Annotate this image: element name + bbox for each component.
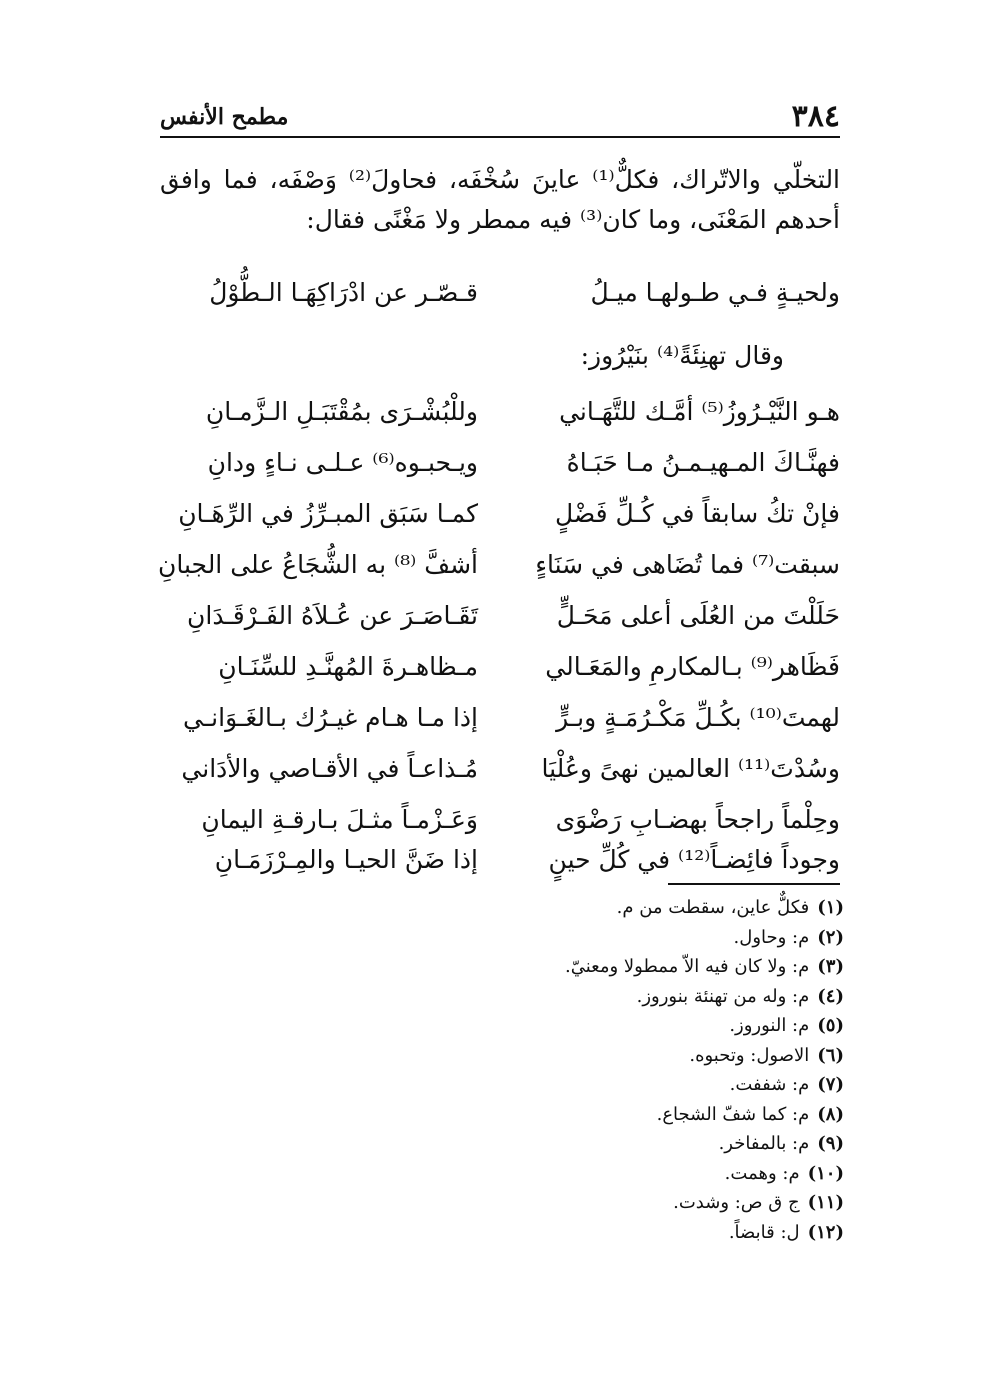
intro-paragraph-text: التخلّي والاتّراك، فكلٌّ⁽¹⁾ عاينَ سُخْفَه، فحاولَ⁽²⁾ وَصْفَه، فما وافق أحدهم المَعْنَى، وما كان⁽³⁾ فيه ممطر ولا مَغْنًى فقال: bbox=[160, 165, 841, 234]
footnote bbox=[424, 923, 844, 953]
verse-first-hemistich: سبقت⁽⁷⁾ فما تُضَاهى في سَنَاءٍ bbox=[535, 550, 840, 579]
footnote-text: ل: قابضاً. bbox=[728, 1221, 800, 1243]
verse-first-hemistich: هـو النَّيْـرُوزُ⁽⁵⁾ أمَّـك للتَّهَـاني bbox=[559, 397, 840, 426]
verse-first-hemistich: فإنْ تكُ سابقاً في كُـلِّ فَضْلٍ bbox=[555, 499, 840, 528]
footnote-number: (١١) bbox=[807, 1192, 844, 1213]
footnote-text: م: بالمفاخر. bbox=[718, 1133, 810, 1154]
poem-introduction: وقال تهنِئَةً⁽⁴⁾ بنَيْرُوز: bbox=[580, 341, 784, 370]
page-header bbox=[160, 96, 840, 138]
footnote-text: الاصول: وتحبوه. bbox=[689, 1044, 810, 1066]
footnote-number: (٦) bbox=[817, 1044, 844, 1066]
footnote bbox=[424, 1070, 844, 1100]
footnote bbox=[424, 952, 844, 982]
verse-second-hemistich: إذا ضَنَّ الحيـا والمِـرْزَمَـانِ bbox=[214, 845, 478, 874]
verse-second-hemistich: وَعَـزْمـاً مثـلَ بـارقـةِ اليمانِ bbox=[201, 805, 478, 834]
footnote-separator bbox=[668, 883, 840, 885]
footnote bbox=[424, 1100, 844, 1130]
verse-line bbox=[160, 538, 840, 592]
footnote-text: م: النوروز. bbox=[729, 1015, 810, 1036]
verse-second-hemistich: مـظاهـرةَ المُهنَّـدِ للسِّنَـانِ bbox=[218, 652, 478, 681]
footnote-text: م: شففت. bbox=[729, 1074, 810, 1095]
footnote-text: م: وهمت. bbox=[724, 1162, 800, 1184]
verse-second-hemistich: كمـا سَبَق المبـرِّزُ في الرِّهَـانِ bbox=[178, 499, 478, 528]
verse-line bbox=[160, 589, 840, 643]
running-title: مطمح الأنفس bbox=[160, 104, 289, 130]
footnote bbox=[424, 1188, 844, 1218]
footnote-number: (٧) bbox=[817, 1074, 844, 1095]
verse-second-hemistich: وللْبُشْـرَى بمُقْتَبَـلِ الـزَّمـانِ bbox=[205, 397, 478, 426]
footnote-number: (١٢) bbox=[807, 1221, 844, 1243]
footnote bbox=[424, 1011, 844, 1041]
verse-line bbox=[160, 487, 840, 541]
footnote bbox=[424, 1159, 844, 1189]
footnote-text: فكلٌّ عاين، سقطت من م. bbox=[616, 897, 810, 918]
footnote-number: (٥) bbox=[817, 1015, 844, 1036]
footnotes-list bbox=[424, 893, 844, 1247]
verse-second-hemistich: ويـحبـوه⁽⁶⁾ عـلـى نـاءٍ ودانِ bbox=[207, 448, 478, 477]
verse-second-hemistich: تَقَـاصَـرَ عن عُـلاَهُ الفَـرْقَـدَانِ bbox=[187, 601, 478, 630]
verse-line bbox=[160, 742, 840, 796]
footnote-number: (٢) bbox=[817, 926, 844, 948]
verse-first-hemistich: وجوداً فائِضـاً⁽¹²⁾ في كُلِّ حينٍ bbox=[548, 845, 840, 874]
verse-second-hemistich: مُـذاعـاً في الأقـاصي والأدَاني bbox=[181, 754, 478, 783]
page-number: ٣٨٤ bbox=[791, 99, 840, 134]
footnote-text: م: وله من تهنئة بنوروز. bbox=[636, 985, 810, 1007]
footnote-text: م: ولا كان فيه الاّ ممطولا ومعنيّ. bbox=[564, 956, 810, 977]
verse-first-hemistich: فهنَّـاكَ المـهيـمـنُ مـا حَبَـاهُ bbox=[566, 448, 840, 477]
footnote-text: م: وحاول. bbox=[733, 926, 810, 948]
footnote-number: (٤) bbox=[817, 985, 844, 1007]
verse-second-hemistich: أشفَّ ⁽⁸⁾ به الشُّجَاعُ على الجبانِ bbox=[158, 550, 478, 579]
verse-first-hemistich: وحِلْماً راجحاً بهضـابِ رَضْوَى bbox=[555, 805, 840, 834]
footnote bbox=[424, 893, 844, 923]
verse-second-hemistich: قـصّـر عن ادْرَاكِهَـا الـطُّوْلُ bbox=[209, 278, 478, 307]
footnote-text: م: كما شفّ الشجاع. bbox=[656, 1103, 810, 1125]
footnote-text: ج ق ص: وشدت. bbox=[673, 1192, 800, 1213]
verse-first-hemistich: ولحيـةٍ فـي طـولهـا ميـلُ bbox=[590, 278, 840, 307]
footnote-number: (٣) bbox=[817, 956, 844, 977]
verse-line bbox=[160, 385, 840, 439]
footnote bbox=[424, 1218, 844, 1248]
verse-line bbox=[160, 266, 840, 320]
footnote-number: (١) bbox=[817, 897, 844, 918]
verse-second-hemistich: إذا مـا هـام غيـرُك بـالغَـوَانـي bbox=[183, 703, 478, 732]
footnote-number: (٩) bbox=[817, 1133, 844, 1154]
verse-first-hemistich: وسُدْتَ⁽¹¹⁾ العالمين نهىً وعُلْيَا bbox=[541, 754, 840, 783]
verse-first-hemistich: لهمتَ⁽¹⁰⁾ بكُـلِّ مَكْـرُمَـةٍ وبـرٍّ bbox=[556, 703, 840, 732]
footnote bbox=[424, 1041, 844, 1071]
intro-paragraph bbox=[160, 160, 840, 240]
verse-line bbox=[160, 436, 840, 490]
footnote-number: (٨) bbox=[817, 1103, 844, 1125]
verse-line bbox=[160, 691, 840, 745]
verse-line bbox=[160, 833, 840, 887]
verse-first-hemistich: حَلَلْتَ من العُلَى أعلى مَحَـلٍّ bbox=[556, 601, 840, 630]
footnote-number: (١٠) bbox=[807, 1162, 844, 1184]
verse-first-hemistich: فَظَاهر⁽⁹⁾ بـالمكارمِ والمَعَـالي bbox=[545, 652, 840, 681]
verse-line bbox=[160, 640, 840, 694]
footnote bbox=[424, 1129, 844, 1159]
footnote bbox=[424, 982, 844, 1012]
